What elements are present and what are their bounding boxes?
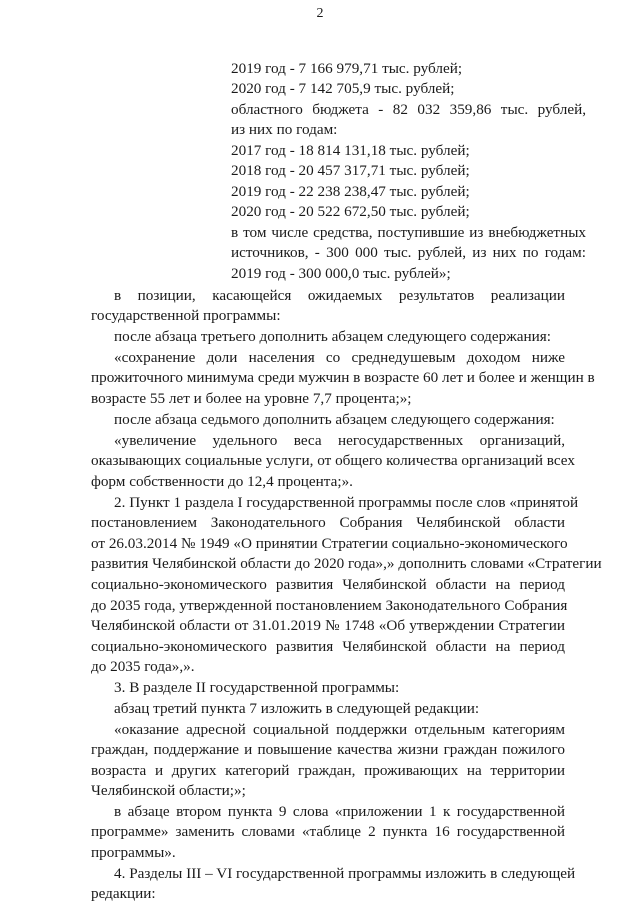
paragraph-line: форм собственности до 12,4 процента;».	[91, 473, 353, 490]
paragraph-line: после абзаца третьего дополнить абзацем следующего содержания:	[114, 328, 551, 345]
budget-line: 2020 год - 20 522 672,50 тыс. рублей;	[231, 203, 470, 220]
paragraph-line: государственной программы:	[91, 307, 281, 324]
budget-line: 2019 год - 7 166 979,71 тыс. рублей;	[231, 60, 463, 77]
budget-line: 2019 год - 300 000,0 тыс. рублей»;	[231, 265, 451, 282]
budget-line: 2020 год - 7 142 705,9 тыс. рублей;	[231, 80, 455, 97]
budget-line: 2019 год - 22 238 238,47 тыс. рублей;	[231, 183, 470, 200]
paragraph-line: программе» заменить словами «таблице 2 пункта 16 государственной	[91, 823, 565, 840]
budget-line: 2017 год - 18 814 131,18 тыс. рублей;	[231, 142, 470, 159]
paragraph-line: редакции:	[91, 885, 156, 902]
budget-line: 2018 год - 20 457 317,71 тыс. рублей;	[231, 162, 470, 179]
paragraph-line: оказывающих социальные услуги, от общего количества организаций всех	[91, 452, 575, 469]
page-number: 2	[316, 6, 324, 21]
paragraph-line: социально-экономического развития Челябинской области на период	[91, 638, 565, 655]
paragraph-line: постановлением Законодательного Собрания Челябинской области	[91, 514, 565, 531]
paragraph-line: Челябинской области;»;	[91, 782, 246, 799]
paragraph-line: Челябинской области от 31.01.2019 № 1748 «Об утверждении Стратегии	[91, 617, 565, 634]
paragraph-line: после абзаца седьмого дополнить абзацем следующего содержания:	[114, 411, 555, 428]
paragraph-line: до 2035 года»,».	[91, 658, 195, 675]
paragraph-line: в позиции, касающейся ожидаемых результатов реализации	[114, 287, 565, 304]
budget-line: областного бюджета - 82 032 359,86 тыс. рублей,	[231, 101, 586, 118]
paragraph-line: программы».	[91, 844, 176, 861]
paragraph-line: прожиточного минимума среди мужчин в возрасте 60 лет и более и женщин в	[91, 369, 595, 386]
paragraph-line: от 26.03.2014 № 1949 «О принятии Стратегии социально-экономического	[91, 535, 568, 552]
budget-line: источников, - 300 000 тыс. рублей, из них по годам:	[231, 244, 586, 261]
paragraph-line: 3. В разделе II государственной программы:	[114, 679, 400, 696]
paragraph-line: возрасте 55 лет и более на уровне 7,7 процента;»;	[91, 390, 412, 407]
paragraph-line: «оказание адресной социальной поддержки отдельным категориям	[114, 721, 565, 738]
paragraph-line: в абзаце втором пункта 9 слова «приложении 1 к государственной	[114, 803, 565, 820]
paragraph-line: граждан, поддержание и повышение качества жизни граждан пожилого	[91, 741, 565, 758]
paragraph-line: абзац третий пункта 7 изложить в следующей редакции:	[114, 700, 480, 717]
budget-line: в том числе средства, поступившие из внебюджетных	[231, 224, 586, 241]
paragraph-line: до 2035 года, утвержденной постановлением Законодательного Собрания	[91, 597, 568, 614]
budget-line: из них по годам:	[231, 121, 338, 138]
paragraph-line: «увеличение удельного веса негосударственных организаций,	[114, 432, 565, 449]
paragraph-line: возраста и других категорий граждан, проживающих на территории	[91, 762, 565, 779]
paragraph-line: 4. Разделы III – VI государственной программы изложить в следующей	[114, 865, 576, 882]
paragraph-line: развития Челябинской области до 2020 года»,» дополнить словами «Стратегии	[91, 555, 602, 572]
paragraph-line: социально-экономического развития Челябинской области на период	[91, 576, 565, 593]
paragraph-line: «сохранение доли населения со среднедушевым доходом ниже	[114, 349, 565, 366]
paragraph-line: 2. Пункт 1 раздела I государственной программы после слов «принятой	[114, 494, 579, 511]
